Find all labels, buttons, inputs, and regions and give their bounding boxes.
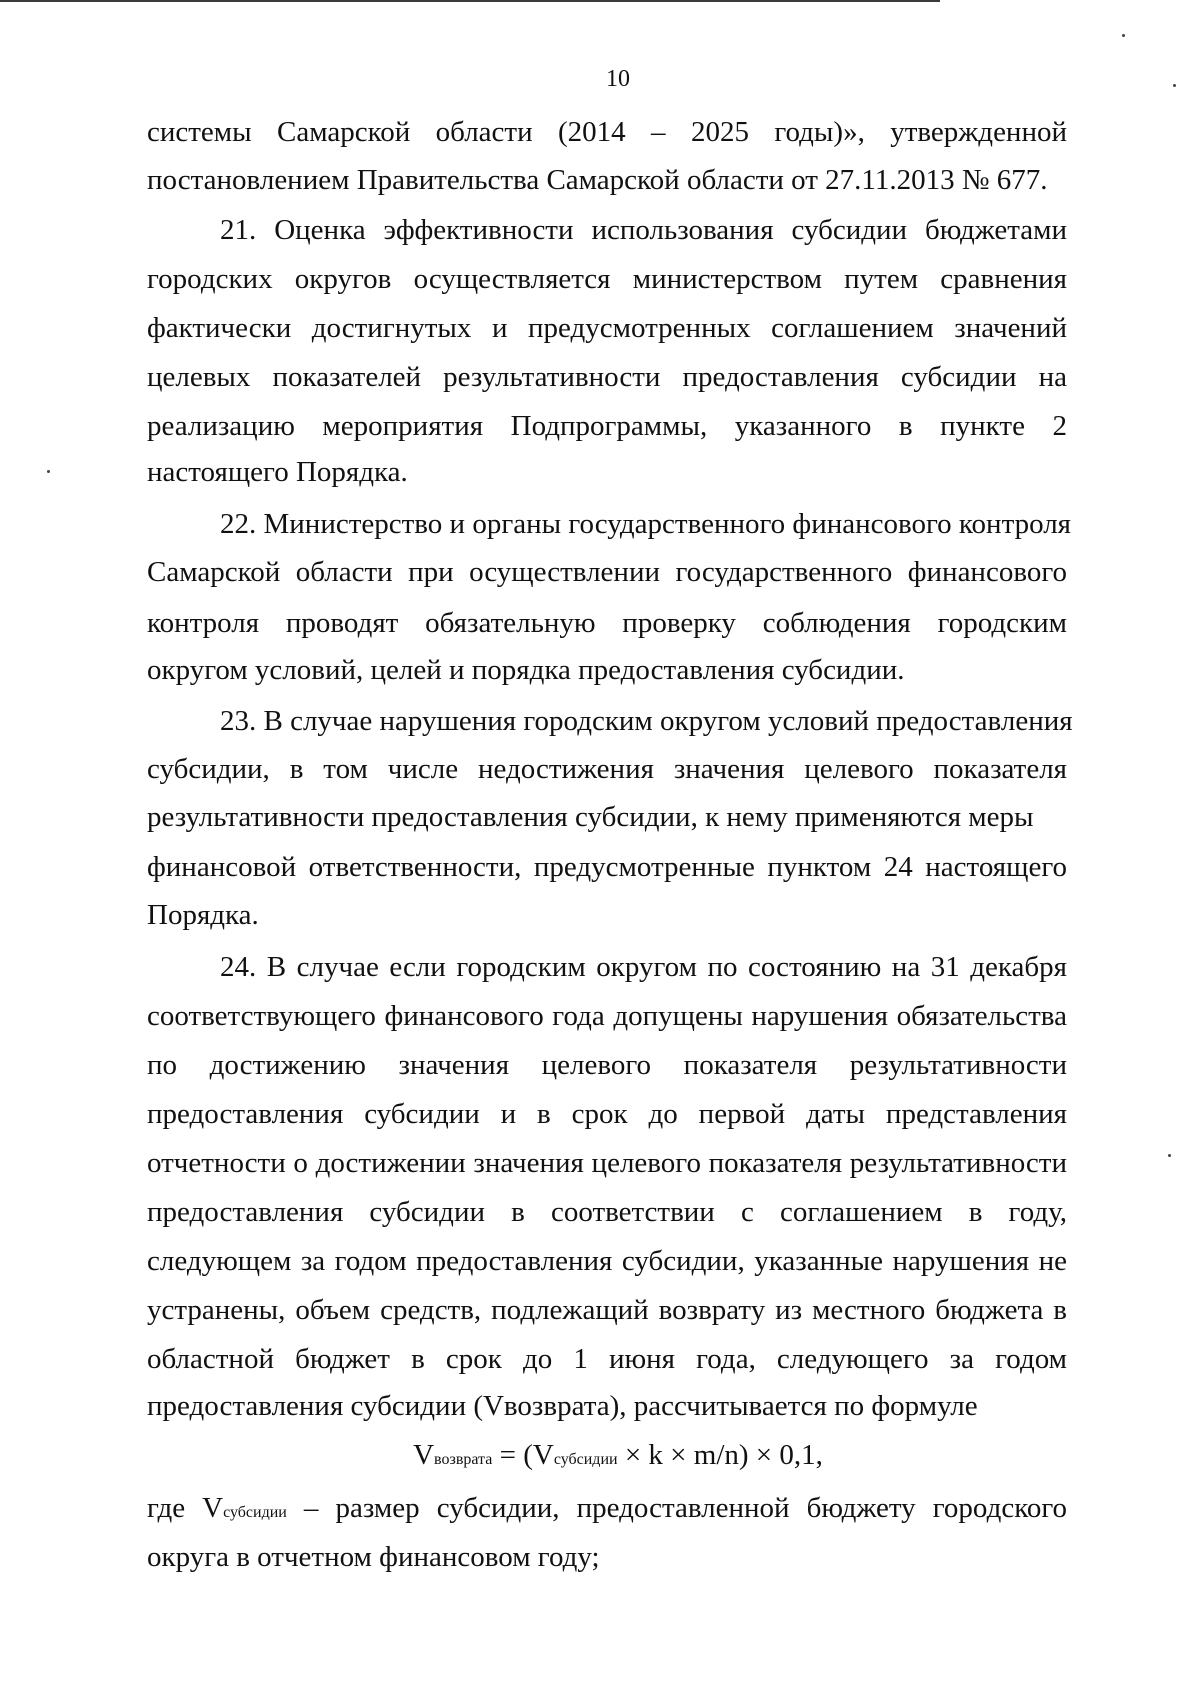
where-clause-line: округа в отчетном финансовом году; [147,1541,600,1573]
paragraph-23-line: Порядка. [147,899,259,931]
paragraph-24-line: предоставления субсидии (Vвозврата), рассчитывается по формуле [147,1390,978,1422]
paragraph-24-line: предоставления субсидии и в срок до первой даты представления [147,1098,1067,1130]
paragraph-24-line: отчетности о достижении значения целевого показателя результативности [147,1147,1067,1179]
paragraph-21-line: фактически достигнутых и предусмотренных соглашением значений [147,312,1067,344]
scan-speck [47,470,50,473]
paragraph-24-line: следующем за годом предоставления субсидии, указанные нарушения не [147,1245,1067,1277]
formula-lhs-subscript: возврата [434,1451,493,1468]
paragraph-24-line: областной бюджет в срок до 1 июня года, следующего за годом [147,1343,1067,1375]
paragraph-22-line: контроля проводят обязательную проверку соблюдения городским [147,607,1067,639]
scan-speck [1168,1154,1171,1157]
paragraph-22-line: 22. Министерство и органы государственного финансового контроля [220,508,1072,540]
scan-top-edge [0,0,940,2]
paragraph-23-line: результативности предоставления субсидии, к нему применяются меры [147,801,1034,833]
paragraph-21-line: городских округов осуществляется министерством путем сравнения [147,263,1067,295]
where-prefix: где V [147,1492,224,1524]
formula-lhs-base: V [413,1439,435,1471]
return-volume-formula [0,1438,1200,1477]
paragraph-23-line: субсидии, в том числе недостижения значения целевого показателя [147,753,1067,785]
paragraph-22-line: округом условий, целей и порядка предоставления субсидии. [147,654,905,686]
paragraph-24-line: 24. В случае если городским округом по состоянию на 31 декабря [220,951,1067,983]
paragraph-23-line: 23. В случае нарушения городским округом условий предоставления [220,705,1073,737]
paragraph-24-line: по достижению значения целевого показателя результативности [147,1049,1067,1081]
page-number: 10 [606,66,630,92]
paragraph-24-line: соответствующего финансового года допущены нарушения обязательства [147,1000,1067,1032]
paragraph-24-line: устранены, объем средств, подлежащий возврату из местного бюджета в [147,1294,1067,1326]
paragraph-22-line: Самарской области при осуществлении государственного финансового [147,556,1067,588]
formula-equals-open: = (V [492,1439,554,1471]
paragraph-23-line: финансовой ответственности, предусмотренные пунктом 24 настоящего [147,851,1067,883]
formula-rhs-subscript: субсидии [553,1451,618,1468]
paragraph-24-line: предоставления субсидии в соответствии с соглашением в году, [147,1196,1067,1228]
paragraph-21-line: реализацию мероприятия Подпрограммы, указанного в пункте 2 [147,410,1067,442]
scan-speck [1122,34,1125,37]
where-subscript: субсидии [223,1504,287,1521]
paragraph-21-line: целевых показателей результативности предоставления субсидии на [147,361,1067,393]
paragraph-21-line: настоящего Порядка. [147,456,408,488]
formula-rhs-rest: × k × m/n) × 0,1, [617,1439,823,1471]
text-line: постановлением Правительства Самарской области от 27.11.2013 № 677. [147,164,1048,196]
where-clause-line [147,1491,1067,1530]
where-rest: – размер субсидии, предоставленной бюджету городского [286,1492,1067,1524]
paragraph-21-line: 21. Оценка эффективности использования субсидии бюджетами [220,214,1067,246]
text-line: системы Самарской области (2014 – 2025 годы)», утвержденной [147,116,1067,148]
